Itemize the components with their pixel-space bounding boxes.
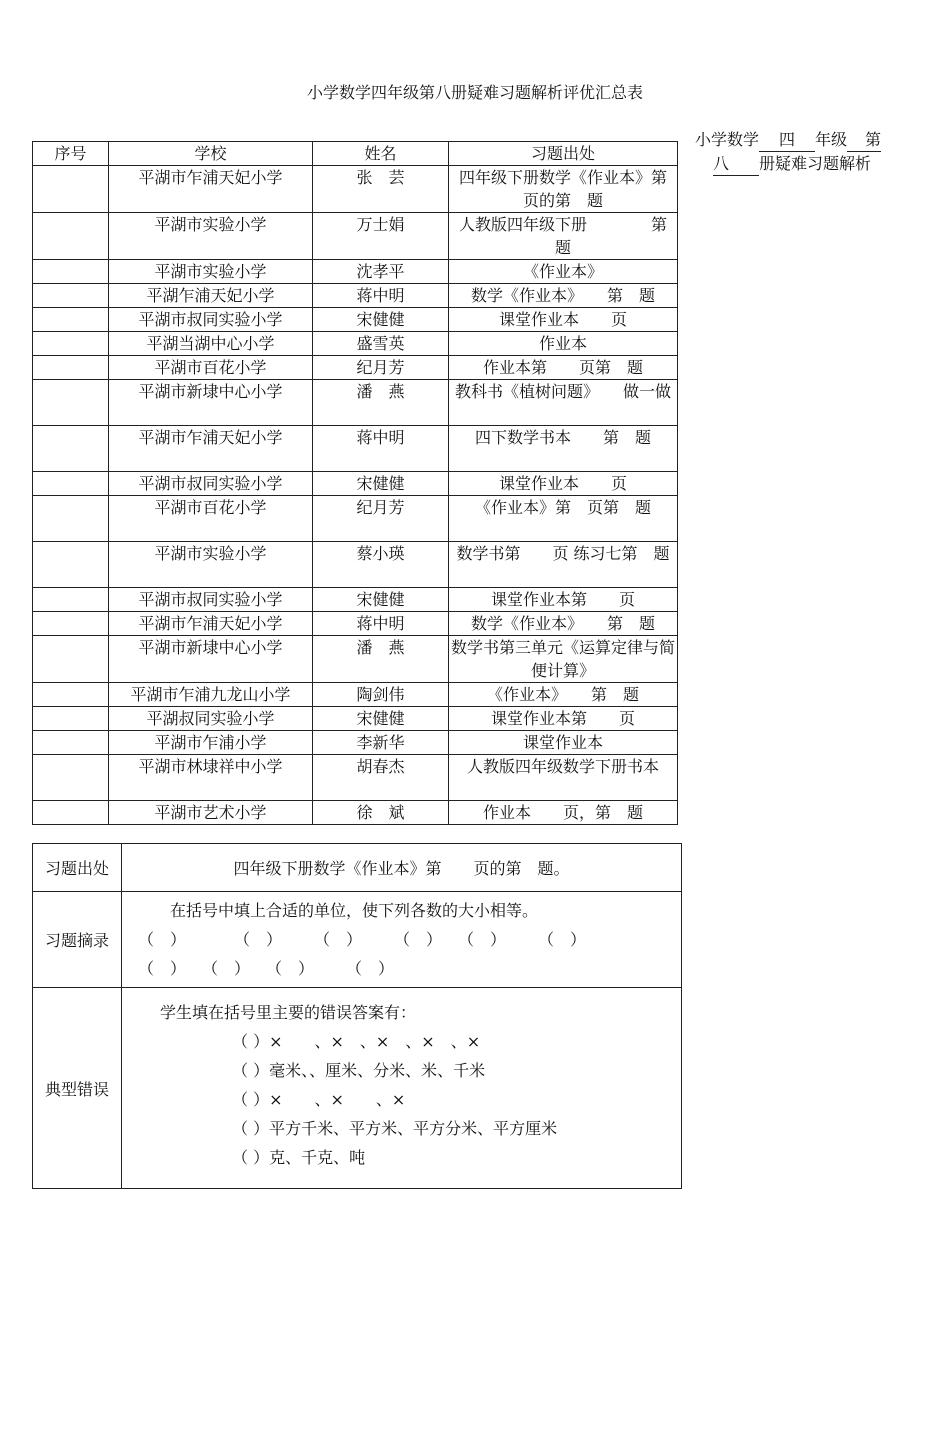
cell-school: 平湖市实验小学	[109, 260, 313, 284]
cell-no	[33, 612, 109, 636]
cell-school: 平湖乍浦天妃小学	[109, 284, 313, 308]
cell-source: 教科书《植树问题》 做一做	[449, 380, 678, 426]
table-row	[33, 380, 678, 426]
cell-school: 平湖市实验小学	[109, 213, 313, 260]
table-row	[33, 472, 678, 496]
cell-no	[33, 707, 109, 731]
cell-name: 潘 燕	[313, 636, 449, 683]
excerpt-label: 习题摘录	[33, 892, 122, 988]
cell-source: 作业本 页，第 题	[449, 801, 678, 825]
cell-source: 数学《作业本》 第 题	[449, 284, 678, 308]
excerpt-line: 在括号中填上合适的单位，使下列各数的大小相等。	[138, 901, 539, 920]
cell-name: 蒋中明	[313, 426, 449, 472]
cell-name: 万士娟	[313, 213, 449, 260]
cell-no	[33, 380, 109, 426]
cell-no	[33, 731, 109, 755]
cell-name: 潘 燕	[313, 380, 449, 426]
cell-source: 课堂作业本第 页	[449, 588, 678, 612]
cell-no	[33, 213, 109, 260]
cell-source: 课堂作业本	[449, 731, 678, 755]
cell-name: 徐 斌	[313, 801, 449, 825]
table-row	[33, 496, 678, 542]
side-grade-suffix: 年级	[815, 130, 848, 149]
source-label: 习题出处	[33, 844, 122, 892]
error-line: （ ）平方千米、平方米、平方分米、平方厘米	[128, 1119, 558, 1138]
cell-name: 陶剑伟	[313, 683, 449, 707]
header-no: 序号	[33, 142, 109, 166]
cell-name: 宋健健	[313, 308, 449, 332]
error-line: （ ）× 、× 、× 、× 、×	[128, 1032, 481, 1051]
table-row	[33, 801, 678, 825]
table-row	[33, 636, 678, 683]
table-row	[33, 213, 678, 260]
cell-source: 人教版四年级数学下册书本	[449, 755, 678, 801]
cell-source: 作业本第 页第 题	[449, 356, 678, 380]
cell-no	[33, 496, 109, 542]
table-row	[33, 308, 678, 332]
cell-no	[33, 332, 109, 356]
cell-school: 平湖市乍浦天妃小学	[109, 166, 313, 213]
side-prefix: 小学数学	[695, 130, 760, 149]
cell-no	[33, 542, 109, 588]
detail-table	[32, 843, 682, 1189]
cell-school: 平湖市百花小学	[109, 496, 313, 542]
cell-school: 平湖叔同实验小学	[109, 707, 313, 731]
cell-no	[33, 472, 109, 496]
cell-name: 胡春杰	[313, 755, 449, 801]
cell-source: 数学《作业本》 第 题	[449, 612, 678, 636]
cell-name: 李新华	[313, 731, 449, 755]
table-row	[33, 166, 678, 213]
cell-name: 纪月芳	[313, 496, 449, 542]
table-row	[33, 426, 678, 472]
side-suffix: 册疑难习题解析	[759, 154, 872, 173]
cell-name: 宋健健	[313, 588, 449, 612]
cell-source: 数学书第三单元《运算定律与简便计算》	[449, 636, 678, 683]
cell-no	[33, 801, 109, 825]
cell-no	[33, 636, 109, 683]
cell-school: 平湖市乍浦天妃小学	[109, 426, 313, 472]
table-row	[33, 588, 678, 612]
cell-source: 课堂作业本 页	[449, 308, 678, 332]
cell-school: 平湖市叔同实验小学	[109, 308, 313, 332]
source-text: 四年级下册数学《作业本》第 页的第 题。	[122, 844, 682, 892]
error-line: 学生填在括号里主要的错误答案有：	[128, 1003, 417, 1022]
cell-source: 人教版四年级下册 第 题	[449, 213, 678, 260]
cell-school: 平湖市艺术小学	[109, 801, 313, 825]
detail-errors-row	[33, 988, 682, 1189]
table-row	[33, 612, 678, 636]
cell-name: 纪月芳	[313, 356, 449, 380]
header-school: 学校	[109, 142, 313, 166]
table-body	[33, 166, 700, 825]
detail-excerpt-row	[33, 892, 682, 988]
cell-school: 平湖市乍浦天妃小学	[109, 612, 313, 636]
side-volume: 八	[713, 152, 759, 176]
table-row	[33, 332, 678, 356]
excerpt-line: （ ） （ ） （ ） （ ）	[138, 959, 395, 978]
side-heading	[695, 128, 910, 176]
cell-school: 平湖市实验小学	[109, 542, 313, 588]
table-row	[33, 755, 678, 801]
cell-school: 平湖市百花小学	[109, 356, 313, 380]
cell-name: 宋健健	[313, 472, 449, 496]
cell-name: 蔡小瑛	[313, 542, 449, 588]
cell-source: 《作业本》	[449, 260, 678, 284]
cell-no	[33, 260, 109, 284]
cell-name: 宋健健	[313, 707, 449, 731]
cell-name: 蒋中明	[313, 284, 449, 308]
cell-school: 平湖市新埭中心小学	[109, 636, 313, 683]
table-header-row	[33, 142, 678, 166]
page-title: 小学数学四年级第八册疑难习题解析评优汇总表	[306, 83, 643, 102]
side-di: 第	[847, 128, 881, 152]
cell-source: 课堂作业本 页	[449, 472, 678, 496]
summary-table	[32, 141, 700, 825]
error-line: （ ）毫米、、厘米、分米、米、千米	[128, 1061, 486, 1080]
cell-no	[33, 588, 109, 612]
side-grade: 四	[759, 128, 815, 152]
cell-name: 盛雪英	[313, 332, 449, 356]
excerpt-line: （ ） （ ） （ ） （ ） （ ） （ ）	[138, 930, 587, 949]
cell-source: 四下数学书本 第 题	[449, 426, 678, 472]
cell-no	[33, 356, 109, 380]
errors-content	[122, 988, 682, 1189]
errors-label: 典型错误	[33, 988, 122, 1189]
cell-school: 平湖市叔同实验小学	[109, 472, 313, 496]
cell-source: 数学书第 页 练习七第 题	[449, 542, 678, 588]
table-row	[33, 284, 678, 308]
cell-no	[33, 426, 109, 472]
detail-source-row	[33, 844, 682, 892]
cell-school: 平湖市叔同实验小学	[109, 588, 313, 612]
header-source: 习题出处	[449, 142, 678, 166]
cell-source: 作业本	[449, 332, 678, 356]
cell-source: 四年级下册数学《作业本》第 页的第 题	[449, 166, 678, 213]
table-row	[33, 683, 678, 707]
header-name: 姓名	[313, 142, 449, 166]
cell-source: 课堂作业本第 页	[449, 707, 678, 731]
cell-name: 张 芸	[313, 166, 449, 213]
cell-no	[33, 166, 109, 213]
cell-no	[33, 284, 109, 308]
cell-school: 平湖市林埭祥中小学	[109, 755, 313, 801]
table-row	[33, 260, 678, 284]
cell-no	[33, 308, 109, 332]
cell-name: 沈孝平	[313, 260, 449, 284]
table-row	[33, 707, 678, 731]
error-line: （ ）克、千克、吨	[128, 1148, 366, 1167]
excerpt-content	[122, 892, 682, 988]
cell-no	[33, 755, 109, 801]
cell-school: 平湖当湖中心小学	[109, 332, 313, 356]
cell-school: 平湖市新埭中心小学	[109, 380, 313, 426]
cell-source: 《作业本》第 页第 题	[449, 496, 678, 542]
table-row	[33, 356, 678, 380]
cell-school: 平湖市乍浦九龙山小学	[109, 683, 313, 707]
table-row	[33, 731, 678, 755]
cell-source: 《作业本》 第 题	[449, 683, 678, 707]
error-line: （ ）× 、× 、×	[128, 1090, 406, 1109]
cell-name: 蒋中明	[313, 612, 449, 636]
table-row	[33, 542, 678, 588]
cell-no	[33, 683, 109, 707]
cell-school: 平湖市乍浦小学	[109, 731, 313, 755]
